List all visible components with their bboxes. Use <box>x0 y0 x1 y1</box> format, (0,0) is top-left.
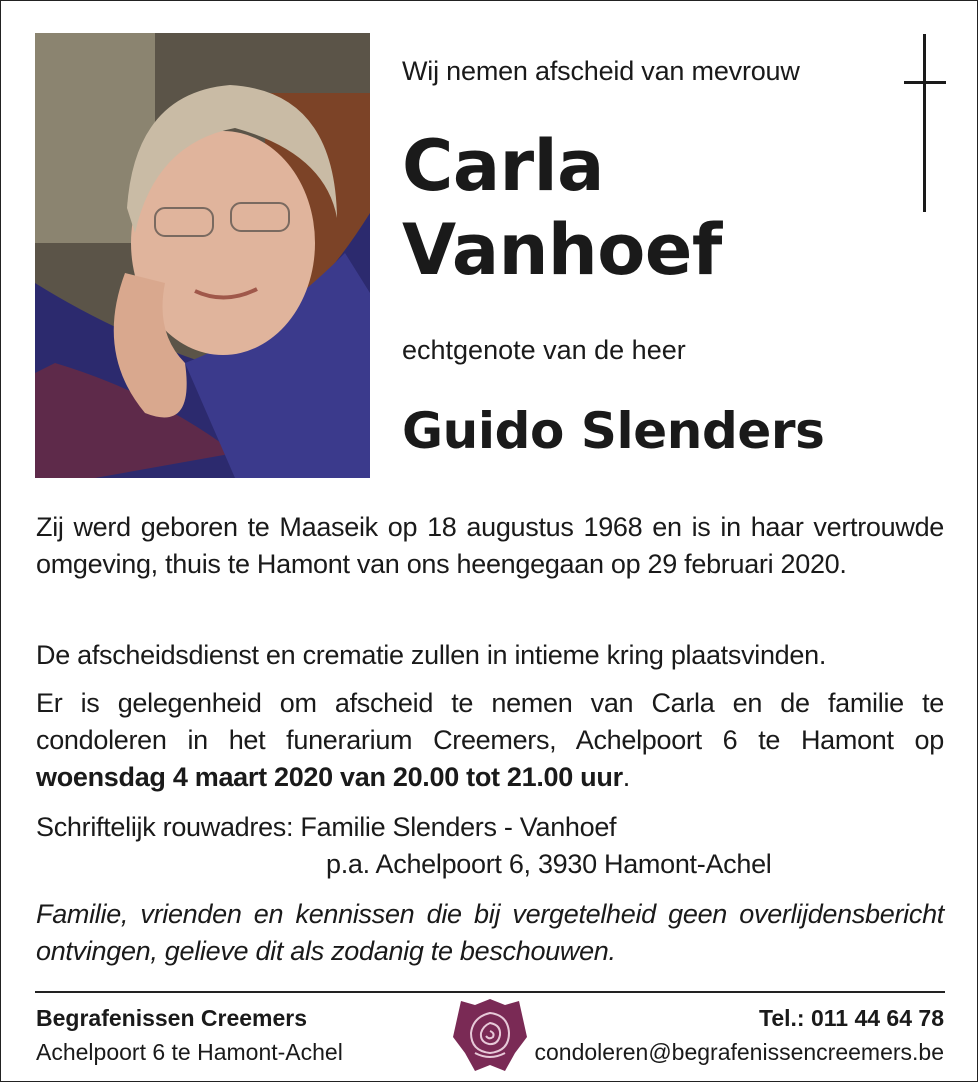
phone-number: Tel.: 011 44 64 78 <box>759 1005 944 1031</box>
notice-paragraph: Familie, vrienden en kennissen die bij vergetelheid geen overlijdensbericht ontvingen, gelieve dit als zodanig te beschouwen. <box>36 899 944 966</box>
spouse-name: Guido Slenders <box>402 402 825 460</box>
portrait-photo <box>35 33 370 478</box>
address-label: Schriftelijk rouwadres: <box>36 812 294 842</box>
cross-icon <box>904 34 946 212</box>
spouse-intro: echtgenote van de heer <box>402 335 686 365</box>
mourning-address <box>36 809 944 883</box>
email-address: condoleren@begrafenissencreemers.be <box>534 1039 944 1065</box>
intro-line: Wij nemen afscheid van mevrouw <box>402 56 800 86</box>
service-paragraph: De afscheidsdienst en crematie zullen in intieme kring plaatsvinden. <box>36 640 827 670</box>
company-address: Achelpoort 6 te Hamont-Achel <box>36 1039 343 1065</box>
rose-logo-icon <box>453 995 527 1075</box>
first-name: Carla <box>402 125 604 207</box>
condolence-end: . <box>622 762 630 792</box>
condolence-paragraph <box>36 685 944 796</box>
last-name: Vanhoef <box>402 209 722 291</box>
address-line2: p.a. Achelpoort 6, 3930 Hamont-Achel <box>326 849 772 879</box>
footer-divider <box>35 991 945 993</box>
condolence-datetime: woensdag 4 maart 2020 van 20.00 tot 21.00 uur <box>36 762 623 792</box>
address-line1: Familie Slenders - Vanhoef <box>300 812 617 842</box>
company-name: Begrafenissen Creemers <box>36 1005 308 1031</box>
birth-paragraph: Zij werd geboren te Maaseik op 18 augustus 1968 en is in haar vertrouwde omgeving, thuis te Hamont van ons heengegaan op 29 februari 2020. <box>36 512 944 579</box>
condolence-text: Er is gelegenheid om afscheid te nemen van Carla en de familie te condoleren in het funerarium Creemers, Achelpoort 6 te Hamont op <box>36 688 944 755</box>
deceased-name <box>402 124 722 292</box>
